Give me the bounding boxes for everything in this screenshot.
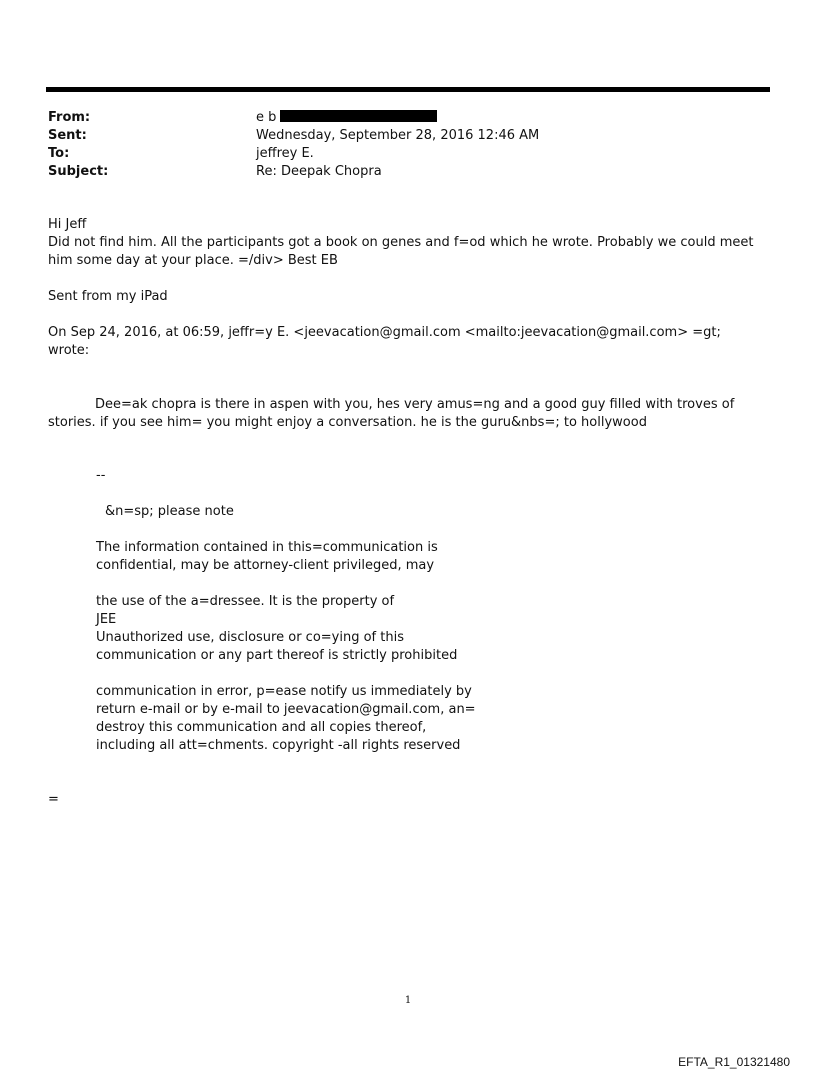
to-value: jeffrey E. xyxy=(256,146,314,161)
body-paragraph: Did not find him. All the participants got a book on genes and f=od which he wrote. Probably we could meet him some day at your place. =/div> Best EB xyxy=(48,235,754,268)
disclaimer-block-1 xyxy=(96,539,496,575)
signature-separator: -- xyxy=(96,468,106,483)
disclaimer-line: destroy this communication and all copies thereof, xyxy=(96,720,427,735)
document-id: EFTA_R1_01321480 xyxy=(678,1055,790,1069)
disclaimer-line: communication or any part thereof is strictly prohibited xyxy=(96,648,458,663)
disclaimer-line: including all att=chments. copyright -all rights reserved xyxy=(96,738,461,753)
greeting: Hi Jeff xyxy=(48,217,87,232)
from-label: From: xyxy=(48,110,91,125)
to-label: To: xyxy=(48,146,70,161)
email-header xyxy=(48,109,539,181)
header-rule xyxy=(46,87,770,92)
subject-value: Re: Deepak Chopra xyxy=(256,164,382,179)
disclaimer-line: JEE xyxy=(96,612,117,627)
from-row xyxy=(48,109,539,127)
sent-value: Wednesday, September 28, 2016 12:46 AM xyxy=(256,128,540,143)
redaction-bar xyxy=(280,110,437,122)
subject-label: Subject: xyxy=(48,164,109,179)
disclaimer-block-2 xyxy=(96,593,496,665)
disclaimer-line: the use of the a=dressee. It is the property of xyxy=(96,594,395,609)
from-name: e b xyxy=(256,110,277,125)
to-row xyxy=(48,145,539,163)
disclaimer-line: return e-mail or by e-mail to jeevacation@gmail.com, an= xyxy=(96,702,476,717)
quote-intro: On Sep 24, 2016, at 06:59, jeffr=y E. <jeevacation@gmail.com <mailto:jeevacation@gmail.com> =gt; wrote: xyxy=(48,325,721,358)
quoted-message: Dee=ak chopra is there in aspen with you, hes very amus=ng and a good guy filled with troves of stories. if you see him= you might enjoy a conversation. he is the guru&nbs=; to hollywood xyxy=(48,397,735,430)
disclaimer-block-3 xyxy=(96,683,496,755)
please-note: &n=sp; please note xyxy=(105,504,234,519)
trailing-mark: = xyxy=(48,792,59,807)
sent-label: Sent: xyxy=(48,128,87,143)
subject-row xyxy=(48,163,539,181)
signature: Sent from my iPad xyxy=(48,289,168,304)
sent-row xyxy=(48,127,539,145)
disclaimer-line: communication in error, p=ease notify us immediately by xyxy=(96,684,472,699)
disclaimer-line: The information contained in this=communication is xyxy=(96,540,438,555)
page-number: 1 xyxy=(404,995,412,1006)
from-value xyxy=(256,109,437,127)
disclaimer-line: Unauthorized use, disclosure or co=ying of this xyxy=(96,630,404,645)
disclaimer-line: confidential, may be attorney-client privileged, may xyxy=(96,558,435,573)
message-body xyxy=(48,216,766,270)
